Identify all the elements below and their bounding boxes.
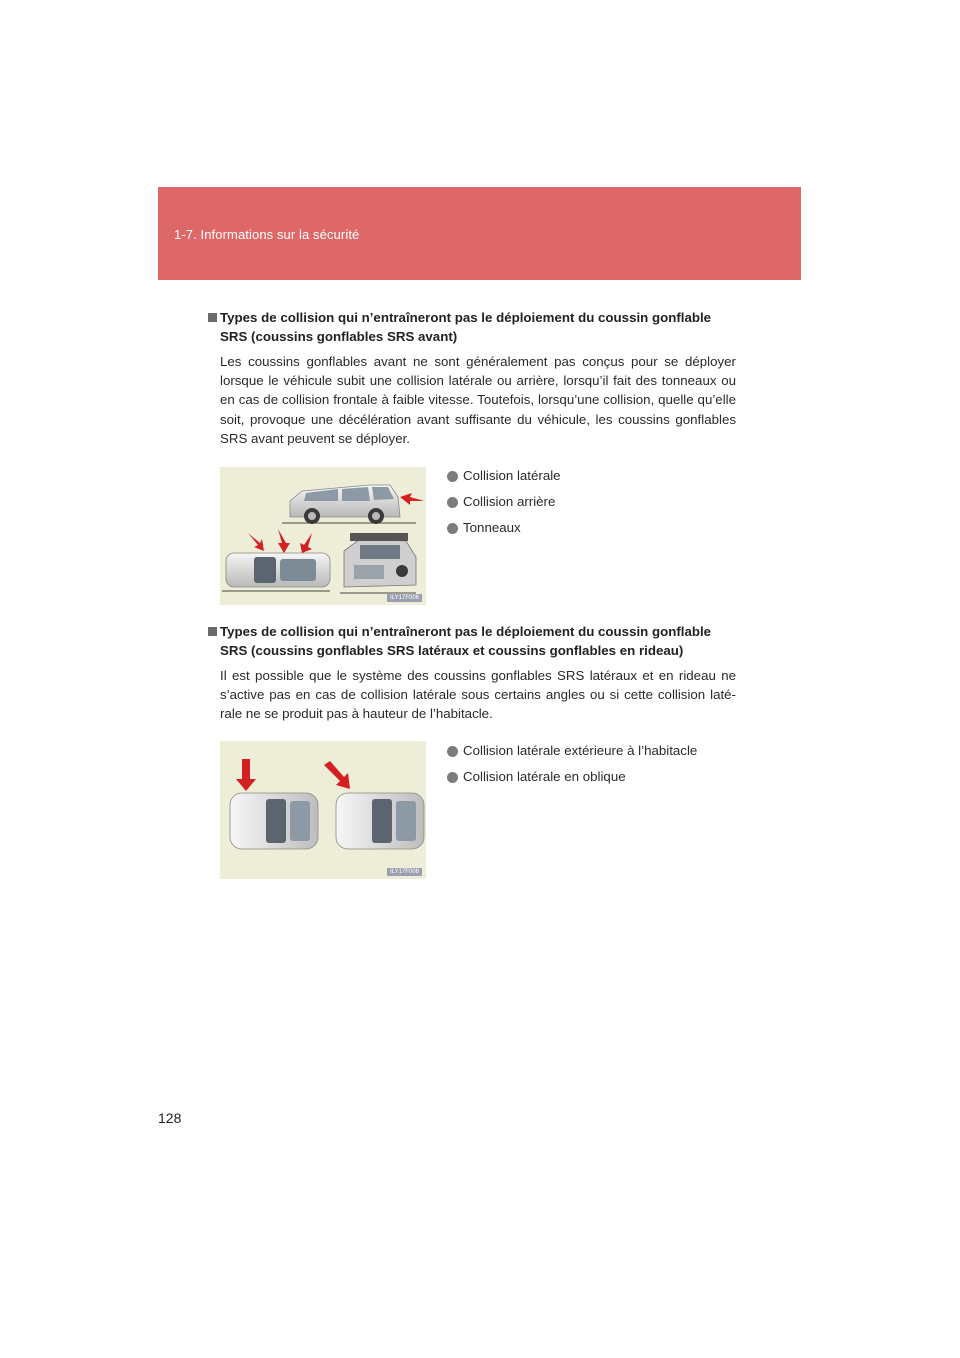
list-item: Collision arrière	[447, 489, 561, 515]
bullet-dot-icon	[447, 497, 458, 508]
square-bullet-icon	[208, 627, 217, 636]
heading-text: Types de collision qui n’entraîneront pas le déploiement du coussin gonflable SRS (coussins gonflables SRS latéraux et coussins gonflables en rideau)	[220, 624, 712, 658]
arrow-side-1-icon	[248, 533, 264, 551]
arrow-side-icon	[236, 759, 256, 791]
arrow-side-3-icon	[300, 533, 312, 553]
bullet-dot-icon	[447, 523, 458, 534]
bullet-dot-icon	[447, 746, 458, 757]
collision-figure-side	[220, 741, 426, 879]
rollover-car	[340, 539, 416, 593]
car-top-view-right	[336, 793, 424, 849]
section-title: 1-7. Informations sur la sécurité	[174, 227, 360, 242]
list-item: Collision latérale	[447, 463, 561, 489]
section-heading	[208, 622, 736, 660]
figure-code: ILY17F006	[387, 594, 422, 602]
collision-figure-front	[220, 467, 426, 605]
section-heading	[208, 308, 736, 346]
heading-text: Types de collision qui n’entraîneront pas le déploiement du coussin gonflable SRS (coussins gonflables SRS avant)	[220, 310, 712, 344]
body-paragraph: Les coussins gonflables avant ne sont généralement pas conçus pour se déployer lorsque le véhicule subit une collision latérale ou arrière, lorsqu’il fait des tonneaux ou en cas de collision frontale à faible vitesse. Toutefois, lorsqu’une collision, quelle qu’elle soit, provoque une décélération avant suffisante du véhicule, les coussins gonflables SRS avant peuvent se déployer.	[220, 354, 736, 446]
collision-illustration-2	[220, 741, 426, 879]
body-paragraph: Il est possible que le système des coussins gonflables SRS latéraux et en rideau ne s’active pas en cas de collision latérale sous certains angles ou si cette collision laté-rale ne se produit pas à hauteur de l’habitacle.	[220, 668, 736, 722]
bullet-dot-icon	[447, 471, 458, 482]
bullet-dot-icon	[447, 772, 458, 783]
section-side-curtain-airbags	[208, 622, 736, 724]
header-band	[158, 187, 801, 280]
arrow-oblique-icon	[324, 761, 350, 789]
square-bullet-icon	[208, 313, 217, 322]
figure-code: ILY17F008	[387, 868, 422, 876]
collision-illustration-1	[220, 467, 426, 605]
car-top-view-left	[230, 793, 318, 849]
car-top-view	[222, 553, 330, 591]
bullet-list-front	[447, 463, 561, 541]
list-item: Collision latérale en oblique	[447, 764, 697, 790]
arrow-rear-icon	[400, 493, 424, 505]
list-item: Tonneaux	[447, 515, 561, 541]
list-item: Collision latérale extérieure à l’habitacle	[447, 738, 697, 764]
suv-side-view	[282, 485, 416, 524]
section-front-airbags	[208, 308, 736, 448]
page-number: 128	[158, 1110, 182, 1126]
bullet-list-side	[447, 738, 697, 790]
arrow-side-2-icon	[278, 529, 290, 553]
